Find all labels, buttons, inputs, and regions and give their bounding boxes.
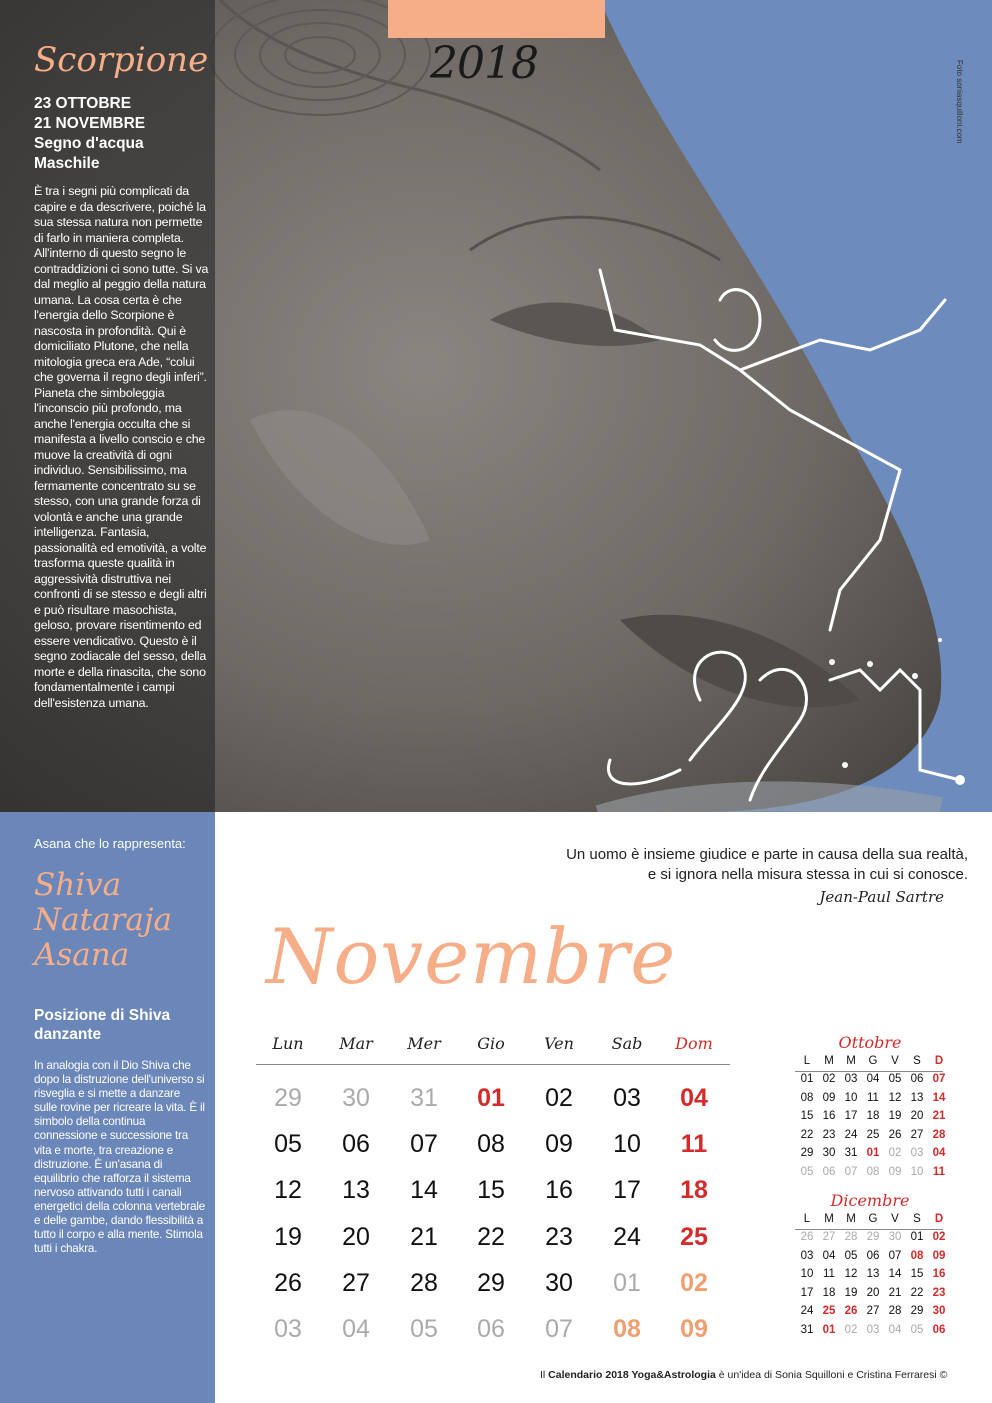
calendar-day: 26 bbox=[274, 1269, 302, 1297]
mini-calendar-day: 28 bbox=[888, 1305, 902, 1318]
mini-calendar-day: 02 bbox=[932, 1231, 946, 1243]
mini-weekday-header: M bbox=[824, 1055, 834, 1067]
calendar-day: 03 bbox=[274, 1315, 302, 1343]
mini-calendar-day: 10 bbox=[910, 1166, 924, 1178]
mini-calendar-day: 07 bbox=[932, 1073, 946, 1085]
mini-calendar-day: 07 bbox=[888, 1249, 902, 1262]
calendar-day: 23 bbox=[545, 1223, 573, 1251]
mini-calendar-day: 06 bbox=[910, 1073, 924, 1085]
sign-date-start: 23 OTTOBRE bbox=[34, 95, 132, 112]
mini-weekday-header: G bbox=[868, 1055, 878, 1067]
mini-calendar-day: 25 bbox=[822, 1305, 836, 1318]
mini-calendar-day: 13 bbox=[866, 1268, 880, 1281]
mini-calendar-day: 26 bbox=[888, 1128, 902, 1141]
sign-polarity: Maschile bbox=[34, 155, 100, 172]
mini-calendar-day: 09 bbox=[888, 1166, 902, 1178]
mini-calendar-day: 06 bbox=[932, 1324, 946, 1336]
calendar-day: 18 bbox=[680, 1176, 708, 1204]
calendar-day: 02 bbox=[545, 1084, 573, 1112]
mini-calendar-day: 29 bbox=[800, 1147, 814, 1160]
calendar-day: 04 bbox=[342, 1315, 370, 1343]
calendar-day: 11 bbox=[680, 1130, 708, 1158]
mini-calendar-day: 17 bbox=[800, 1286, 814, 1299]
mini-calendar-day: 26 bbox=[844, 1305, 858, 1318]
mini-calendar-day: 18 bbox=[822, 1286, 836, 1299]
calendar-day: 05 bbox=[410, 1315, 438, 1343]
calendar-day: 02 bbox=[680, 1269, 708, 1297]
year-label: 2018 bbox=[430, 38, 538, 89]
mini-calendar-day: 05 bbox=[844, 1249, 858, 1262]
sign-meta bbox=[34, 94, 209, 174]
calendar-day: 28 bbox=[410, 1269, 438, 1297]
calendar-day: 20 bbox=[342, 1223, 370, 1251]
calendar-day: 06 bbox=[342, 1130, 370, 1158]
asana-title-line: Asana bbox=[34, 937, 130, 973]
mini-calendar-day: 04 bbox=[866, 1073, 880, 1085]
asana-title-line: Shiva bbox=[34, 867, 122, 903]
mini-weekday-header: M bbox=[846, 1055, 856, 1067]
mini-calendar-day: 15 bbox=[910, 1268, 924, 1281]
mini-calendar-day: 25 bbox=[866, 1128, 880, 1141]
mini-calendar-day: 12 bbox=[844, 1268, 858, 1281]
weekday-header: Lun bbox=[272, 1034, 304, 1053]
month-title: Novembre bbox=[266, 912, 677, 1001]
calendar-day: 27 bbox=[342, 1269, 370, 1297]
mini-calendar-day: 31 bbox=[800, 1324, 814, 1336]
mini-weekday-header: M bbox=[824, 1213, 834, 1225]
mini-calendar-day: 02 bbox=[888, 1147, 902, 1160]
quote bbox=[488, 845, 968, 885]
sign-element: Segno d'acqua bbox=[34, 135, 144, 152]
header-tab bbox=[388, 0, 605, 38]
mini-weekday-header: S bbox=[913, 1213, 921, 1225]
quote-author: Jean-Paul Sartre bbox=[819, 888, 944, 906]
footer-pre: Il bbox=[540, 1369, 549, 1381]
mini-calendar-day: 08 bbox=[800, 1091, 814, 1104]
mini-calendar-day: 02 bbox=[844, 1324, 858, 1336]
calendar-day: 29 bbox=[477, 1269, 505, 1297]
mini-calendar-divider bbox=[795, 1071, 943, 1072]
mini-calendar-day: 01 bbox=[910, 1231, 924, 1243]
calendar-day: 31 bbox=[410, 1084, 438, 1112]
mini-calendar-day: 27 bbox=[866, 1305, 880, 1318]
mini-weekday-header: D bbox=[934, 1055, 944, 1067]
mini-calendar-day: 03 bbox=[844, 1073, 858, 1085]
sign-title: Scorpione bbox=[34, 40, 209, 80]
mini-calendar-day: 03 bbox=[800, 1249, 814, 1262]
mini-calendar-day: 08 bbox=[866, 1166, 880, 1178]
calendar-day: 16 bbox=[545, 1176, 573, 1204]
mini-calendar-day: 15 bbox=[800, 1110, 814, 1123]
calendar-day: 08 bbox=[613, 1315, 641, 1343]
mini-calendar-day: 03 bbox=[866, 1324, 880, 1336]
mini-weekday-header: V bbox=[891, 1213, 899, 1225]
mini-calendar-day: 19 bbox=[888, 1110, 902, 1123]
mini-calendar-day: 01 bbox=[866, 1147, 880, 1160]
mini-calendar-day: 09 bbox=[932, 1249, 946, 1262]
asana-intro: Asana che lo rappresenta: bbox=[34, 836, 186, 851]
calendar-day: 17 bbox=[613, 1176, 641, 1204]
mini-calendar-day: 20 bbox=[910, 1110, 924, 1123]
mini-calendar-day: 19 bbox=[844, 1286, 858, 1299]
mini-calendar-day: 05 bbox=[888, 1073, 902, 1085]
quote-line: e si ignora nella misura stessa in cui si conosce. bbox=[647, 866, 968, 883]
mini-calendar-day: 29 bbox=[910, 1305, 924, 1318]
mini-calendar-day: 10 bbox=[844, 1091, 858, 1104]
calendar-day: 04 bbox=[680, 1084, 708, 1112]
calendar-day: 07 bbox=[410, 1130, 438, 1158]
mini-calendar-day: 27 bbox=[910, 1128, 924, 1141]
mini-calendar-title: Ottobre bbox=[838, 1033, 902, 1052]
photo-credit: Foto soniasquilloni.com bbox=[955, 60, 964, 144]
calendar-day: 05 bbox=[274, 1130, 302, 1158]
mini-calendar-day: 07 bbox=[844, 1166, 858, 1178]
calendar-day: 22 bbox=[477, 1223, 505, 1251]
mini-calendar-day: 05 bbox=[910, 1324, 924, 1336]
mini-calendar-day: 09 bbox=[822, 1091, 836, 1104]
mini-calendar-day: 21 bbox=[888, 1286, 902, 1299]
mini-calendar-day: 02 bbox=[822, 1073, 836, 1085]
mini-calendar-day: 30 bbox=[822, 1147, 836, 1160]
calendar-day: 03 bbox=[613, 1084, 641, 1112]
mini-weekday-header: M bbox=[846, 1213, 856, 1225]
mini-calendar-day: 08 bbox=[910, 1249, 924, 1262]
sign-description: È tra i segni più complicati da capire e da descrivere, poiché la sua stessa natura non permette di farlo in maniera completa. All'interno di questo segno le contraddizioni ci sono tutte. Si va dal meglio al peggio della natura umana. La cosa certa è che l'energia dello Scorpione è nascosta in profondità. Qui è domiciliato Plutone, che nella mitologia greca era Ade, “colui che governa il regno degli inferi”. Pianeta che simboleggia l'inconscio più profondo, ma anche l'energia occulta che si manifesta a livello conscio e che muove la creatività di ogni individuo. Sensibilissimo, ma fermamente concentrato su se stesso, con una grande forza di volontà e anche una grande intelligenza. Fantasia, passionalità ed emotività, a volte trasforma queste qualità in aggressività distruttiva nei confronti di se stesso e degli altri e può risultare masochista, geloso, provare risentimento ed essere vendicativo. Questo è il segno zodiacale del sesso, della morte e della rinascita, che sono fondamentalmente i campi dell'esistenza umana. bbox=[34, 184, 209, 710]
mini-calendar-day: 30 bbox=[888, 1231, 902, 1243]
calendar-day: 12 bbox=[274, 1176, 302, 1204]
calendar-day: 07 bbox=[545, 1315, 573, 1343]
mini-calendar-day: 04 bbox=[932, 1147, 946, 1160]
calendar-day: 24 bbox=[613, 1223, 641, 1251]
mini-weekday-header: L bbox=[803, 1213, 811, 1225]
mini-calendar-day: 23 bbox=[932, 1286, 946, 1299]
mini-calendar-day: 14 bbox=[888, 1268, 902, 1281]
mini-calendar-day: 11 bbox=[932, 1166, 946, 1178]
mini-calendar-day: 04 bbox=[888, 1324, 902, 1336]
calendar-day: 13 bbox=[342, 1176, 370, 1204]
mini-calendar-day: 11 bbox=[867, 1091, 879, 1104]
calendar-divider bbox=[256, 1064, 730, 1065]
mini-calendar-day: 01 bbox=[822, 1324, 836, 1336]
asana-subtitle: Posizione di Shiva danzante bbox=[34, 1007, 171, 1043]
mini-weekday-header: L bbox=[803, 1055, 811, 1067]
mini-calendar-day: 16 bbox=[822, 1110, 836, 1123]
calendar-day: 10 bbox=[613, 1130, 641, 1158]
quote-line: Un uomo è insieme giudice e parte in causa della sua realtà, bbox=[566, 846, 968, 863]
mini-weekday-header: D bbox=[934, 1213, 944, 1225]
mini-weekday-header: V bbox=[891, 1055, 899, 1067]
mini-calendar-divider bbox=[795, 1229, 943, 1230]
footer-credit bbox=[540, 1369, 947, 1381]
footer-post: è un'idea di Sonia Squilloni e Cristina Ferraresi © bbox=[715, 1369, 948, 1381]
mini-calendar-day: 24 bbox=[800, 1305, 814, 1318]
mini-calendar-day: 26 bbox=[800, 1231, 814, 1243]
mini-calendar-day: 13 bbox=[910, 1091, 924, 1104]
asana-title-line: Nataraja bbox=[34, 902, 172, 938]
sign-date-end: 21 NOVEMBRE bbox=[34, 115, 146, 132]
mini-calendar-day: 17 bbox=[844, 1110, 858, 1123]
weekday-header: Mer bbox=[407, 1034, 441, 1053]
mini-calendar-day: 05 bbox=[800, 1166, 814, 1178]
mini-calendar-day: 14 bbox=[932, 1091, 946, 1104]
mini-calendar-title: Dicembre bbox=[830, 1191, 910, 1210]
mini-calendar-day: 27 bbox=[822, 1231, 836, 1243]
mini-calendar-day: 11 bbox=[823, 1268, 835, 1281]
calendar-day: 06 bbox=[477, 1315, 505, 1343]
mini-calendar-day: 04 bbox=[822, 1249, 836, 1262]
calendar-day: 01 bbox=[613, 1269, 641, 1297]
mini-calendar-day: 31 bbox=[844, 1147, 858, 1160]
mini-calendar-day: 23 bbox=[822, 1128, 836, 1141]
mini-calendar-day: 22 bbox=[910, 1286, 924, 1299]
weekday-header: Mar bbox=[339, 1034, 373, 1053]
calendar-day: 14 bbox=[410, 1176, 438, 1204]
weekday-header: Sab bbox=[611, 1034, 643, 1053]
mini-calendar-day: 16 bbox=[932, 1268, 946, 1281]
calendar-day: 01 bbox=[477, 1084, 505, 1112]
mini-calendar-day: 22 bbox=[800, 1128, 814, 1141]
weekday-header: Gio bbox=[477, 1034, 505, 1053]
mini-calendar-day: 30 bbox=[932, 1305, 946, 1318]
weekday-header: Dom bbox=[675, 1034, 713, 1053]
mini-calendar-day: 20 bbox=[866, 1286, 880, 1299]
calendar-day: 30 bbox=[545, 1269, 573, 1297]
mini-calendar-day: 03 bbox=[910, 1147, 924, 1160]
mini-weekday-header: G bbox=[868, 1213, 878, 1225]
calendar-day: 21 bbox=[410, 1223, 438, 1251]
calendar-day: 19 bbox=[274, 1223, 302, 1251]
mini-weekday-header: S bbox=[913, 1055, 921, 1067]
mini-calendar-day: 21 bbox=[932, 1110, 946, 1123]
weekday-header: Ven bbox=[544, 1034, 574, 1053]
mini-calendar-day: 28 bbox=[932, 1128, 946, 1141]
mini-calendar-day: 12 bbox=[888, 1091, 902, 1104]
mini-calendar-day: 06 bbox=[822, 1166, 836, 1178]
calendar-day: 09 bbox=[545, 1130, 573, 1158]
calendar-day: 25 bbox=[680, 1223, 708, 1251]
mini-calendar-day: 18 bbox=[866, 1110, 880, 1123]
calendar-day: 29 bbox=[274, 1084, 302, 1112]
mini-calendar-day: 24 bbox=[844, 1128, 858, 1141]
mini-calendar-day: 28 bbox=[844, 1231, 858, 1243]
mini-calendar-day: 29 bbox=[866, 1231, 880, 1243]
asana-description: In analogia con il Dio Shiva che dopo la distruzione dell'universo si risveglia e si mette a danzare sulle rovine per ricreare la vita. È il simbolo della continua connessione e successione tra vita e morte, tra creazione e distruzione. È un'asana di equilibrio che rafforza il sistema nervoso attivando tutti i canali energetici della colonna vertebrale e delle gambe, dando flessibilità a tutto il corpo e alla mente. Stimola tutti i chakra. bbox=[34, 1059, 206, 1256]
asana-title bbox=[34, 868, 209, 973]
mini-calendar-day: 06 bbox=[866, 1249, 880, 1262]
calendar-day: 09 bbox=[680, 1315, 708, 1343]
footer-brand: Calendario 2018 Yoga&Astrologia bbox=[548, 1369, 716, 1381]
calendar-day: 30 bbox=[342, 1084, 370, 1112]
mini-calendar-day: 10 bbox=[800, 1268, 814, 1281]
calendar-day: 15 bbox=[477, 1176, 505, 1204]
calendar-day: 08 bbox=[477, 1130, 505, 1158]
mini-calendar-day: 01 bbox=[800, 1073, 814, 1085]
